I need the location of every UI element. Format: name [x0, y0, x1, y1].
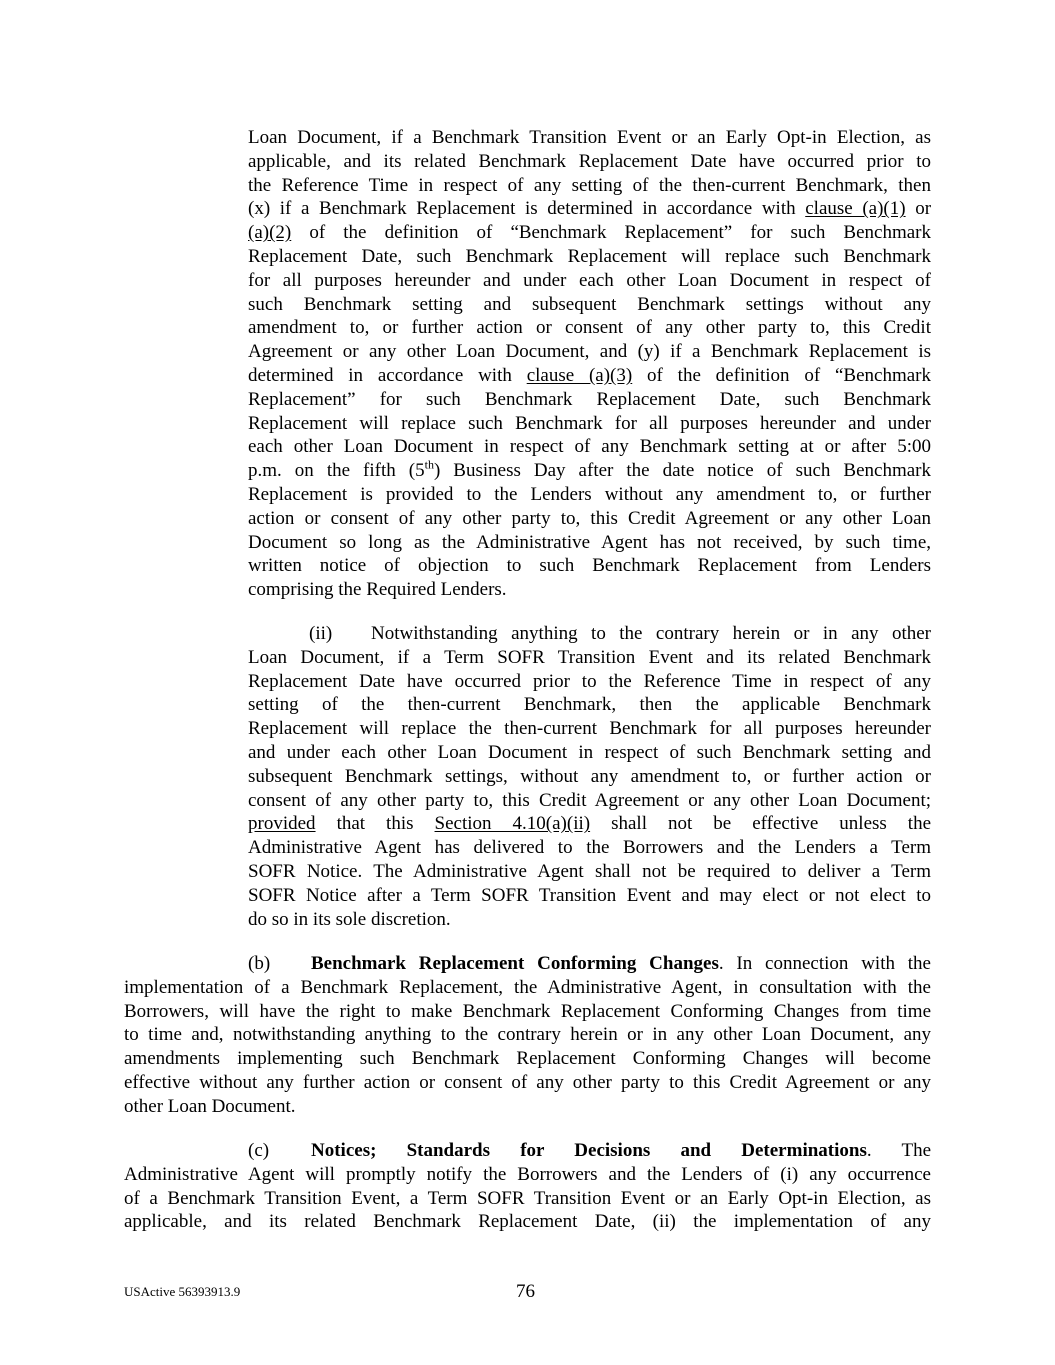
- text-line: SOFR Notice after a Term SOFR Transition Event and may elect or not elect to: [248, 884, 931, 906]
- clause-reference: clause (a)(1): [805, 198, 906, 220]
- text-line: [248, 221, 931, 245]
- text-line: Document so long as the Administrative Agent has not received, by such time,: [248, 531, 931, 553]
- text-line: each other Loan Document in respect of any Benchmark setting at or after 5:00: [248, 436, 931, 458]
- text-line: and under each other Loan Document in respect of such Benchmark setting and: [248, 741, 931, 763]
- text-run: determined in accordance with: [248, 364, 512, 386]
- text-run: that this: [336, 813, 414, 835]
- text-line: applicable, and its related Benchmark Replacement Date have occurred prior to: [248, 150, 931, 172]
- paragraph-number: (b): [248, 953, 271, 974]
- proviso-term: provided: [248, 813, 316, 835]
- text-run: ) Business Day after the date notice of such Benchmark: [433, 460, 931, 482]
- text-line: [248, 459, 931, 483]
- section-reference: Section 4.10(a)(ii): [434, 813, 591, 835]
- text-line: [124, 1139, 931, 1163]
- text-line: action or consent of any other party to, this Credit Agreement or any other Loan: [248, 507, 931, 529]
- text-line: such Benchmark setting and subsequent Benchmark settings without any: [248, 293, 931, 315]
- paragraph-number: (c): [248, 1140, 270, 1161]
- document-id: USActive 56393913.9: [124, 1284, 241, 1299]
- section-heading: Benchmark Replacement Conforming Changes: [311, 953, 719, 974]
- text-line: amendments implementing such Benchmark Replacement Conforming Changes will become: [124, 1048, 931, 1070]
- text-line: Loan Document, if a Term SOFR Transition Event and its related Benchmark: [248, 646, 931, 668]
- section-heading: Notices; Standards for Decisions and Determinations: [311, 1140, 867, 1161]
- clause-reference: clause (a)(3): [526, 364, 633, 386]
- text-run: . In connection with the: [718, 953, 931, 974]
- text-run: p.m. on the fifth (5: [248, 460, 425, 482]
- text-line: Replacement” for such Benchmark Replacement Date, such Benchmark: [248, 388, 931, 410]
- clause-reference: (a)(2): [248, 222, 292, 244]
- text-line: of a Benchmark Transition Event, a Term SOFR Transition Event or an Early Opt-in Election, as: [124, 1187, 931, 1209]
- text-run: or: [915, 198, 932, 220]
- text-run: Notwithstanding anything to the contrary herein or in any other: [371, 623, 931, 644]
- text-line: Replacement Date, such Benchmark Replacement will replace such Benchmark: [248, 245, 931, 267]
- text-line: Loan Document, if a Benchmark Transition Event or an Early Opt-in Election, as: [248, 127, 931, 148]
- text-run: (x) if a Benchmark Replacement is determined in accordance with: [248, 198, 796, 220]
- paragraph-b: [124, 952, 931, 1119]
- text-line: Administrative Agent will promptly notify the Borrowers and the Lenders of (i) any occurrence: [124, 1163, 931, 1185]
- text-line: [248, 622, 931, 646]
- text-line: SOFR Notice. The Administrative Agent shall not be required to deliver a Term: [248, 860, 931, 882]
- text-line: the Reference Time in respect of any setting of the then-current Benchmark, then: [248, 174, 931, 196]
- text-line: other Loan Document.: [124, 1095, 296, 1117]
- text-run: of the definition of “Benchmark Replacement” for such Benchmark: [309, 222, 932, 244]
- text-run: . The: [866, 1140, 931, 1161]
- text-run: shall not be effective unless the: [611, 813, 932, 835]
- text-line: comprising the Required Lenders.: [248, 579, 507, 601]
- text-line: consent of any other party to, this Credit Agreement or any other Loan Document;: [248, 789, 931, 811]
- text-line: Administrative Agent has delivered to the Borrowers and the Lenders a Term: [248, 837, 931, 859]
- text-line: amendment to, or further action or consent of any other party to, this Credit: [248, 317, 931, 339]
- text-line: effective without any further action or consent of any other party to this Credit Agreement or any: [124, 1071, 931, 1093]
- text-line: Replacement will replace such Benchmark for all purposes hereunder and under: [248, 412, 931, 434]
- text-line: [248, 197, 931, 221]
- text-line: for all purposes hereunder and under each other Loan Document in respect of: [248, 269, 931, 291]
- text-line: Replacement Date have occurred prior to the Reference Time in respect of any: [248, 670, 931, 692]
- text-run: of the definition of “Benchmark: [647, 364, 932, 386]
- paragraph-i-continued: [248, 126, 931, 602]
- paragraph-ii: [248, 622, 931, 931]
- text-line: applicable, and its related Benchmark Replacement Date, (ii) the implementation of any: [124, 1211, 931, 1233]
- text-line: setting of the then-current Benchmark, then the applicable Benchmark: [248, 694, 931, 716]
- text-line: [124, 952, 931, 976]
- text-line: to time and, notwithstanding anything to the contrary herein or in any other Loan Document, any: [124, 1024, 931, 1046]
- text-line: implementation of a Benchmark Replacement, the Administrative Agent, in consultation with the: [124, 976, 931, 998]
- paragraph-c: [124, 1139, 931, 1234]
- page-number: 76: [516, 1281, 535, 1302]
- text-line: Agreement or any other Loan Document, and (y) if a Benchmark Replacement is: [248, 341, 931, 363]
- text-line: [248, 812, 931, 836]
- text-line: Borrowers, will have the right to make Benchmark Replacement Conforming Changes from time: [124, 1000, 931, 1022]
- text-line: written notice of objection to such Benchmark Replacement from Lenders: [248, 555, 931, 577]
- text-line: do so in its sole discretion.: [248, 908, 451, 930]
- text-line: [248, 364, 931, 388]
- ordinal-superscript: th: [424, 457, 434, 472]
- paragraph-number: (ii): [309, 623, 333, 644]
- text-line: subsequent Benchmark settings, without any amendment to, or further action or: [248, 765, 931, 787]
- text-line: Replacement is provided to the Lenders without any amendment to, or further: [248, 483, 931, 505]
- text-line: Replacement will replace the then-current Benchmark for all purposes hereunder: [248, 718, 931, 740]
